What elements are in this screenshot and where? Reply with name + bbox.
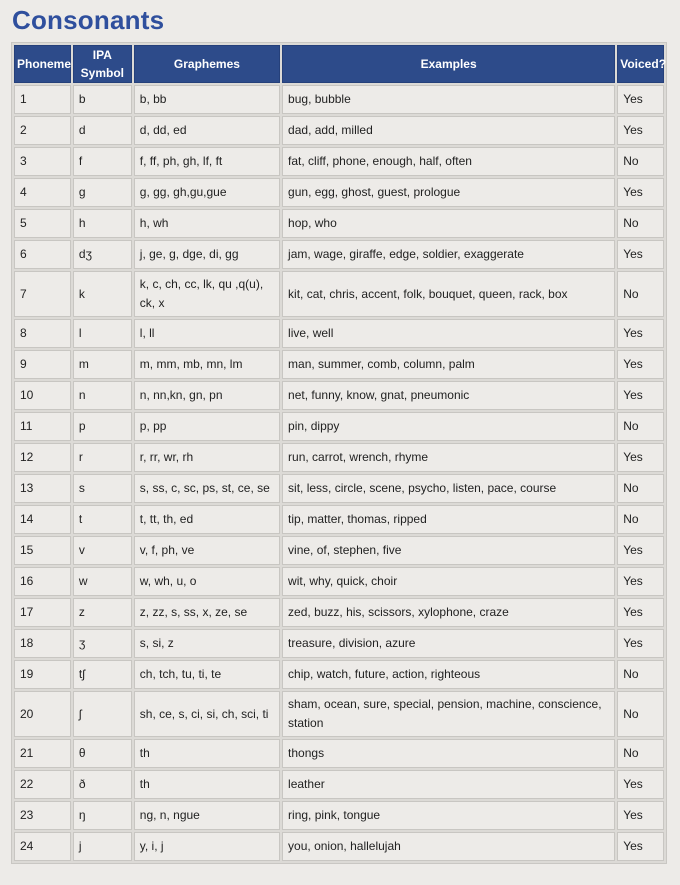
cell-ipa: v <box>73 536 132 565</box>
cell-graphemes: b, bb <box>134 85 280 114</box>
cell-ipa: ŋ <box>73 801 132 830</box>
table-row <box>14 319 664 348</box>
cell-graphemes: v, f, ph, ve <box>134 536 280 565</box>
cell-phoneme: 11 <box>14 412 71 441</box>
cell-voiced: Yes <box>617 598 664 627</box>
cell-phoneme: 21 <box>14 739 71 768</box>
cell-graphemes: z, zz, s, ss, x, ze, se <box>134 598 280 627</box>
header-examples: Examples <box>282 45 615 83</box>
cell-graphemes: s, si, z <box>134 629 280 658</box>
table-row <box>14 147 664 176</box>
cell-voiced: Yes <box>617 832 664 861</box>
cell-voiced: No <box>617 505 664 534</box>
table-row <box>14 381 664 410</box>
header-ipa-symbol <box>73 45 132 83</box>
cell-phoneme: 7 <box>14 271 71 317</box>
cell-examples: man, summer, comb, column, palm <box>282 350 615 379</box>
cell-examples: run, carrot, wrench, rhyme <box>282 443 615 472</box>
cell-voiced: Yes <box>617 116 664 145</box>
cell-ipa: d <box>73 116 132 145</box>
cell-ipa: ð <box>73 770 132 799</box>
cell-phoneme: 14 <box>14 505 71 534</box>
cell-examples: tip, matter, thomas, ripped <box>282 505 615 534</box>
header-voiced: Voiced? <box>617 45 664 83</box>
table-row <box>14 770 664 799</box>
cell-ipa: t <box>73 505 132 534</box>
cell-voiced: Yes <box>617 567 664 596</box>
cell-ipa: s <box>73 474 132 503</box>
cell-ipa: b <box>73 85 132 114</box>
cell-ipa: l <box>73 319 132 348</box>
cell-voiced: Yes <box>617 770 664 799</box>
cell-examples: wit, why, quick, choir <box>282 567 615 596</box>
cell-ipa: θ <box>73 739 132 768</box>
table-row <box>14 598 664 627</box>
cell-examples: kit, cat, chris, accent, folk, bouquet, queen, rack, box <box>282 271 615 317</box>
header-graphemes: Graphemes <box>134 45 280 83</box>
cell-voiced: No <box>617 660 664 689</box>
header-ipa-line2: Symbol <box>80 66 124 80</box>
cell-examples: pin, dippy <box>282 412 615 441</box>
cell-ipa: r <box>73 443 132 472</box>
cell-voiced: No <box>617 739 664 768</box>
cell-examples: live, well <box>282 319 615 348</box>
cell-phoneme: 8 <box>14 319 71 348</box>
table-row <box>14 629 664 658</box>
cell-voiced: Yes <box>617 381 664 410</box>
cell-examples: net, funny, know, gnat, pneumonic <box>282 381 615 410</box>
cell-phoneme: 4 <box>14 178 71 207</box>
cell-examples: bug, bubble <box>282 85 615 114</box>
cell-voiced: Yes <box>617 240 664 269</box>
cell-graphemes: h, wh <box>134 209 280 238</box>
cell-graphemes: k, c, ch, cc, lk, qu ,q(u), ck, x <box>134 271 280 317</box>
cell-ipa: w <box>73 567 132 596</box>
cell-examples: vine, of, stephen, five <box>282 536 615 565</box>
cell-graphemes: d, dd, ed <box>134 116 280 145</box>
table-row <box>14 801 664 830</box>
cell-ipa: k <box>73 271 132 317</box>
cell-phoneme: 15 <box>14 536 71 565</box>
cell-graphemes: th <box>134 739 280 768</box>
cell-phoneme: 19 <box>14 660 71 689</box>
cell-voiced: Yes <box>617 85 664 114</box>
cell-graphemes: t, tt, th, ed <box>134 505 280 534</box>
cell-ipa: n <box>73 381 132 410</box>
cell-ipa: g <box>73 178 132 207</box>
cell-graphemes: sh, ce, s, ci, si, ch, sci, ti <box>134 691 280 737</box>
cell-graphemes: s, ss, c, sc, ps, st, ce, se <box>134 474 280 503</box>
cell-examples: zed, buzz, his, scissors, xylophone, craze <box>282 598 615 627</box>
table-row <box>14 536 664 565</box>
cell-voiced: Yes <box>617 319 664 348</box>
cell-phoneme: 5 <box>14 209 71 238</box>
cell-examples: treasure, division, azure <box>282 629 615 658</box>
cell-graphemes: g, gg, gh,gu,gue <box>134 178 280 207</box>
cell-phoneme: 6 <box>14 240 71 269</box>
cell-voiced: No <box>617 412 664 441</box>
table-row <box>14 739 664 768</box>
cell-voiced: Yes <box>617 178 664 207</box>
cell-ipa: m <box>73 350 132 379</box>
table-row <box>14 443 664 472</box>
table-row <box>14 178 664 207</box>
cell-phoneme: 16 <box>14 567 71 596</box>
cell-examples: fat, cliff, phone, enough, half, often <box>282 147 615 176</box>
cell-voiced: Yes <box>617 443 664 472</box>
cell-graphemes: y, i, j <box>134 832 280 861</box>
cell-phoneme: 22 <box>14 770 71 799</box>
cell-ipa: h <box>73 209 132 238</box>
cell-graphemes: r, rr, wr, rh <box>134 443 280 472</box>
cell-examples: hop, who <box>282 209 615 238</box>
table-row <box>14 505 664 534</box>
cell-voiced: Yes <box>617 536 664 565</box>
cell-phoneme: 24 <box>14 832 71 861</box>
header-phoneme: Phoneme <box>14 45 71 83</box>
cell-ipa: p <box>73 412 132 441</box>
cell-voiced: No <box>617 147 664 176</box>
cell-graphemes: l, ll <box>134 319 280 348</box>
cell-voiced: Yes <box>617 801 664 830</box>
cell-examples: leather <box>282 770 615 799</box>
cell-voiced: Yes <box>617 350 664 379</box>
table-row <box>14 691 664 737</box>
table-row <box>14 271 664 317</box>
table-row <box>14 660 664 689</box>
header-row <box>14 45 664 83</box>
table-row <box>14 350 664 379</box>
cell-graphemes: j, ge, g, dge, di, gg <box>134 240 280 269</box>
cell-phoneme: 2 <box>14 116 71 145</box>
table-row <box>14 567 664 596</box>
cell-examples: thongs <box>282 739 615 768</box>
table-row <box>14 412 664 441</box>
table-row <box>14 209 664 238</box>
cell-voiced: No <box>617 474 664 503</box>
cell-examples: gun, egg, ghost, guest, prologue <box>282 178 615 207</box>
cell-examples: you, onion, hallelujah <box>282 832 615 861</box>
cell-graphemes: n, nn,kn, gn, pn <box>134 381 280 410</box>
cell-examples: jam, wage, giraffe, edge, soldier, exaggerate <box>282 240 615 269</box>
cell-ipa: z <box>73 598 132 627</box>
table-row <box>14 116 664 145</box>
cell-phoneme: 17 <box>14 598 71 627</box>
cell-graphemes: f, ff, ph, gh, lf, ft <box>134 147 280 176</box>
cell-phoneme: 1 <box>14 85 71 114</box>
table-row <box>14 832 664 861</box>
cell-ipa: ʃ <box>73 691 132 737</box>
cell-examples: chip, watch, future, action, righteous <box>282 660 615 689</box>
cell-voiced: No <box>617 691 664 737</box>
cell-ipa: tʃ <box>73 660 132 689</box>
page-title: Consonants <box>12 5 165 35</box>
cell-ipa: f <box>73 147 132 176</box>
cell-voiced: Yes <box>617 629 664 658</box>
cell-ipa: ʒ <box>73 629 132 658</box>
table-row <box>14 240 664 269</box>
cell-graphemes: ch, tch, tu, ti, te <box>134 660 280 689</box>
cell-voiced: No <box>617 209 664 238</box>
header-ipa-line1: IPA <box>92 48 112 62</box>
cell-graphemes: m, mm, mb, mn, lm <box>134 350 280 379</box>
cell-phoneme: 9 <box>14 350 71 379</box>
cell-phoneme: 12 <box>14 443 71 472</box>
table-row <box>14 85 664 114</box>
cell-graphemes: th <box>134 770 280 799</box>
cell-phoneme: 10 <box>14 381 71 410</box>
cell-graphemes: p, pp <box>134 412 280 441</box>
cell-phoneme: 13 <box>14 474 71 503</box>
table-row <box>14 474 664 503</box>
cell-phoneme: 18 <box>14 629 71 658</box>
cell-examples: ring, pink, tongue <box>282 801 615 830</box>
cell-phoneme: 20 <box>14 691 71 737</box>
cell-graphemes: w, wh, u, o <box>134 567 280 596</box>
cell-examples: dad, add, milled <box>282 116 615 145</box>
consonants-table <box>11 42 667 864</box>
cell-ipa: dʒ <box>73 240 132 269</box>
cell-examples: sit, less, circle, scene, psycho, listen, pace, course <box>282 474 615 503</box>
cell-phoneme: 23 <box>14 801 71 830</box>
cell-examples: sham, ocean, sure, special, pension, machine, conscience, station <box>282 691 615 737</box>
cell-graphemes: ng, n, ngue <box>134 801 280 830</box>
cell-voiced: No <box>617 271 664 317</box>
cell-ipa: j <box>73 832 132 861</box>
cell-phoneme: 3 <box>14 147 71 176</box>
